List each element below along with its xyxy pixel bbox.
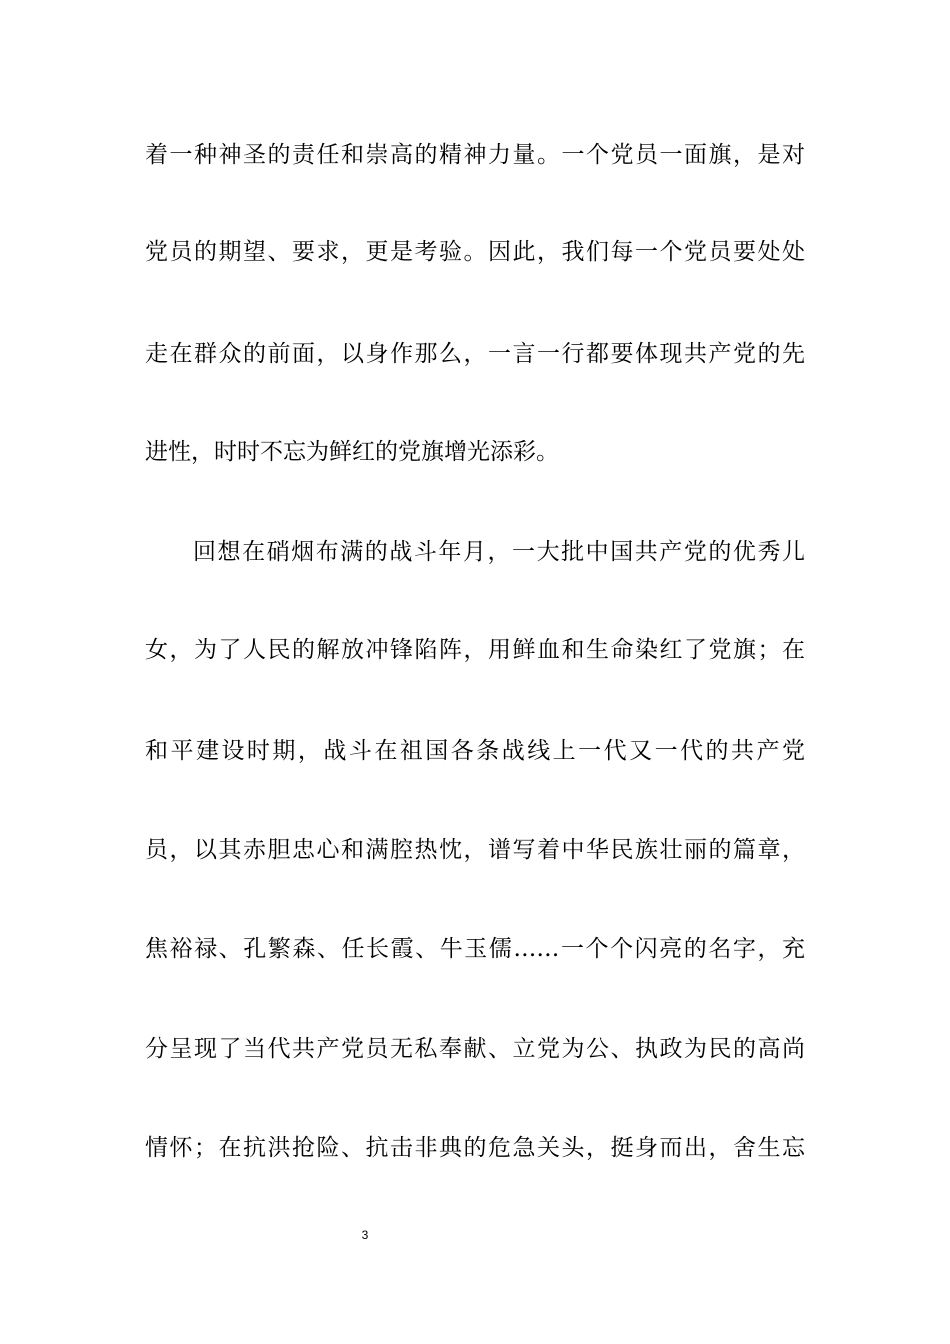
- text-line: 情怀；在抗洪抢险、抗击非典的危急关头，挺身而出，舍生忘: [145, 1135, 805, 1161]
- text-line: 着一种神圣的责任和崇高的精神力量。一个党员一面旗，是对: [145, 142, 805, 168]
- text-line: 进性，时时不忘为鲜红的党旗增光添彩。: [145, 439, 559, 465]
- text-line: 和平建设时期，战斗在祖国各条战线上一代又一代的共产党: [145, 738, 805, 764]
- text-line: 女，为了人民的解放冲锋陷阵，用鲜血和生命染红了党旗；在: [145, 637, 805, 663]
- text-line: 员，以其赤胆忠心和满腔热忱，谱写着中华民族壮丽的篇章，: [145, 837, 805, 863]
- text-line: 党员的期望、要求，更是考验。因此，我们每一个党员要处处: [145, 239, 805, 265]
- page-number: 3: [361, 1228, 369, 1242]
- text-line: 回想在硝烟布满的战斗年月，一大批中国共产党的优秀儿: [193, 539, 805, 565]
- text-line: 走在群众的前面，以身作那么，一言一行都要体现共产党的先: [145, 341, 805, 367]
- text-line: 分呈现了当代共产党员无私奉献、立党为公、执政为民的高尚: [145, 1036, 805, 1062]
- text-line: 焦裕禄、孔繁森、任长霞、牛玉儒……一个个闪亮的名字，充: [145, 936, 805, 962]
